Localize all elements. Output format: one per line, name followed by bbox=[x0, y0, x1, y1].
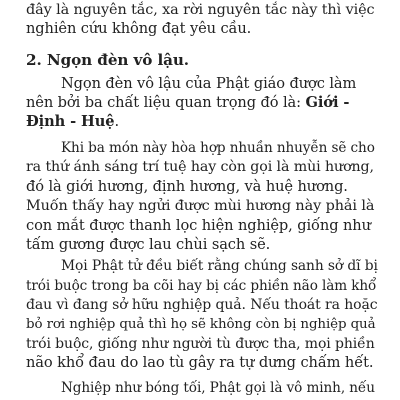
section-heading: 2. Ngọn đèn vô lậu. bbox=[26, 50, 189, 69]
text-line-6: Khi ba món này hòa hợp nhuần nhuyễn sẽ cho bbox=[61, 139, 375, 156]
text-line-11: tấm gương được lau chùi sạch sẽ. bbox=[26, 236, 271, 254]
text-line-16: trói buộc, giống như người tù được tha, mọi phiền bbox=[26, 336, 375, 353]
text-line-4-plain: nên bởi ba chất liệu quan trọng đó là: bbox=[26, 94, 306, 112]
text-line-7: ra thứ ánh sáng trí tuệ hay còn gọi là mùi hương, bbox=[26, 159, 374, 176]
text-line-2: nghiên cứu không đạt yêu cầu. bbox=[26, 19, 252, 37]
text-line-8: đó là giới hương, định hương, và huệ hương. bbox=[26, 177, 348, 195]
text-line-5 bbox=[26, 112, 119, 132]
text-line-15: bỏ rơi nghiệp quả thì họ sẽ không còn bị nghiệp quả bbox=[26, 316, 376, 332]
text-line-9: Muốn thấy hay ngửi được mùi hương này phải là bbox=[26, 198, 375, 215]
text-line-5-period: . bbox=[114, 113, 119, 131]
term-gioi: Giới - bbox=[305, 94, 350, 112]
text-line-1: đây là nguyên tắc, xa rời nguyên tắc này thì việc bbox=[26, 2, 375, 18]
text-line-14: đau vì đang sở hữu nghiệp quả. Nếu thoát ra hoặc bbox=[26, 297, 378, 314]
text-line-4 bbox=[26, 93, 349, 113]
text-line-13: trói buộc trong ba cõi hay bị các phiền não làm khổ bbox=[26, 277, 377, 294]
text-line-12: Mọi Phật tử đều biết rằng chúng sanh sở dĩ bị bbox=[61, 258, 378, 275]
text-line-18: Nghiệp như bóng tối, Phật gọi là vô minh, nếu bbox=[61, 380, 375, 396]
text-line-3: Ngọn đèn vô lậu của Phật giáo được làm bbox=[61, 74, 357, 92]
text-line-17: não khổ đau do lao tù gây ra tự dưng chấm hết. bbox=[26, 354, 374, 372]
term-dinh-hue: Định - Huệ bbox=[26, 113, 115, 131]
text-line-10: con mắt được thanh lọc hiện nghiệp, giống như bbox=[26, 216, 371, 234]
